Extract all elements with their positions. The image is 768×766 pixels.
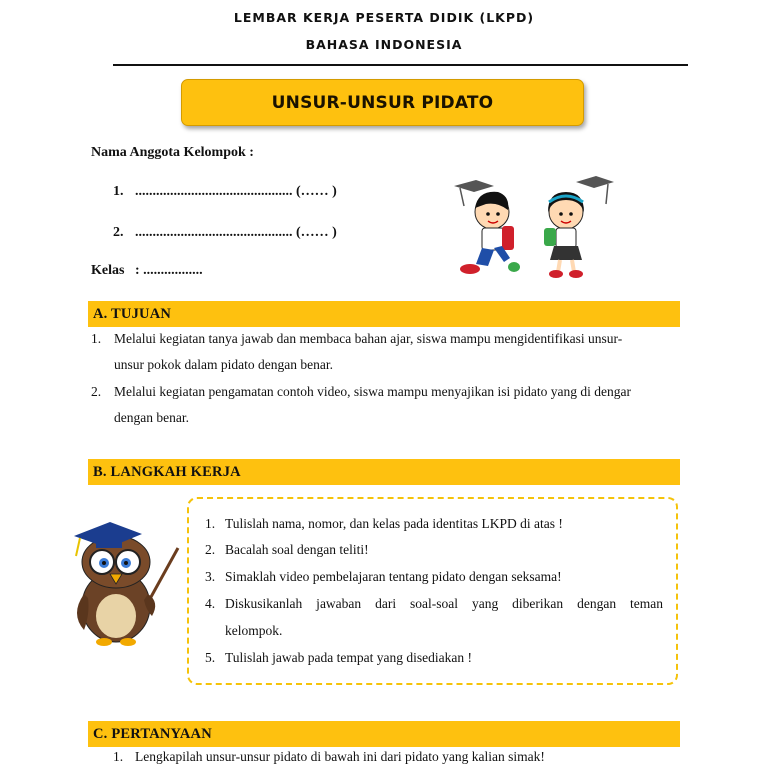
step-item-5 bbox=[205, 650, 663, 670]
section-c-heading-bar bbox=[88, 721, 680, 747]
header-divider bbox=[113, 64, 688, 66]
step-item-1 bbox=[205, 516, 663, 536]
member-2-number: 2. bbox=[113, 225, 124, 240]
section-c-heading: C. PERTANYAAN bbox=[93, 725, 212, 742]
step-1-text: Tulislah nama, nomor, dan kelas pada identitas LKPD di atas ! bbox=[225, 516, 563, 531]
goal-2-number: 2. bbox=[91, 384, 102, 399]
step-4-text-continued: kelompok. bbox=[225, 623, 283, 638]
section-a-heading-bar bbox=[88, 301, 680, 327]
step-1-number: 1. bbox=[205, 516, 216, 531]
class-field[interactable]: : ................. bbox=[135, 263, 203, 278]
owl-teacher-illustration bbox=[66, 518, 186, 648]
step-5-number: 5. bbox=[205, 650, 216, 665]
member-2-field[interactable]: ............................................. (…… ) bbox=[135, 225, 337, 240]
document-header-title: LEMBAR KERJA PESERTA DIDIK (LKPD) bbox=[233, 10, 535, 25]
document-header-subject: BAHASA INDONESIA bbox=[305, 37, 463, 52]
goal-item-1 bbox=[91, 326, 684, 378]
goal-1-line-1: Melalui kegiatan tanya jawab dan membaca bahan ajar, siswa mampu mengidentifikasi unsur- bbox=[114, 331, 623, 346]
students-illustration bbox=[448, 168, 618, 286]
step-5-text: Tulislah jawab pada tempat yang disediakan ! bbox=[225, 650, 472, 665]
question-item-1 bbox=[113, 748, 673, 766]
goal-2-line-1: Melalui kegiatan pengamatan contoh video, siswa mampu menyajikan isi pidato yang di dengar bbox=[114, 384, 631, 399]
goal-2-line-2: dengan benar. bbox=[114, 410, 189, 425]
title-banner bbox=[181, 79, 584, 126]
step-4-number: 4. bbox=[205, 596, 216, 611]
section-b-heading: B. LANGKAH KERJA bbox=[93, 463, 241, 480]
section-a-heading: A. TUJUAN bbox=[93, 305, 172, 322]
class-label: Kelas bbox=[91, 263, 125, 278]
page-title: UNSUR-UNSUR PIDATO bbox=[271, 92, 494, 113]
member-1-number: 1. bbox=[113, 184, 124, 199]
step-3-number: 3. bbox=[205, 569, 216, 584]
member-1-field[interactable]: ............................................. (…… ) bbox=[135, 184, 337, 199]
step-2-number: 2. bbox=[205, 542, 216, 557]
step-item-2 bbox=[205, 542, 663, 562]
section-b-heading-bar bbox=[88, 459, 680, 485]
step-3-text: Simaklah video pembelajaran tentang pidato dengan seksama! bbox=[225, 569, 562, 584]
goal-item-2 bbox=[91, 379, 684, 431]
question-1-text: Lengkapilah unsur-unsur pidato di bawah ini dari pidato yang kalian simak! bbox=[135, 749, 545, 764]
step-2-text: Bacalah soal dengan teliti! bbox=[225, 542, 369, 557]
step-item-4 bbox=[205, 596, 663, 642]
step-4-text: Diskusikanlah jawaban dari soal-soal yang diberikan dengan teman bbox=[225, 596, 663, 611]
question-1-number: 1. bbox=[113, 749, 124, 764]
members-label: Nama Anggota Kelompok : bbox=[91, 145, 254, 160]
step-item-3 bbox=[205, 569, 663, 589]
goal-1-line-2: unsur pokok dalam pidato dengan benar. bbox=[114, 357, 333, 372]
goal-1-number: 1. bbox=[91, 331, 102, 346]
